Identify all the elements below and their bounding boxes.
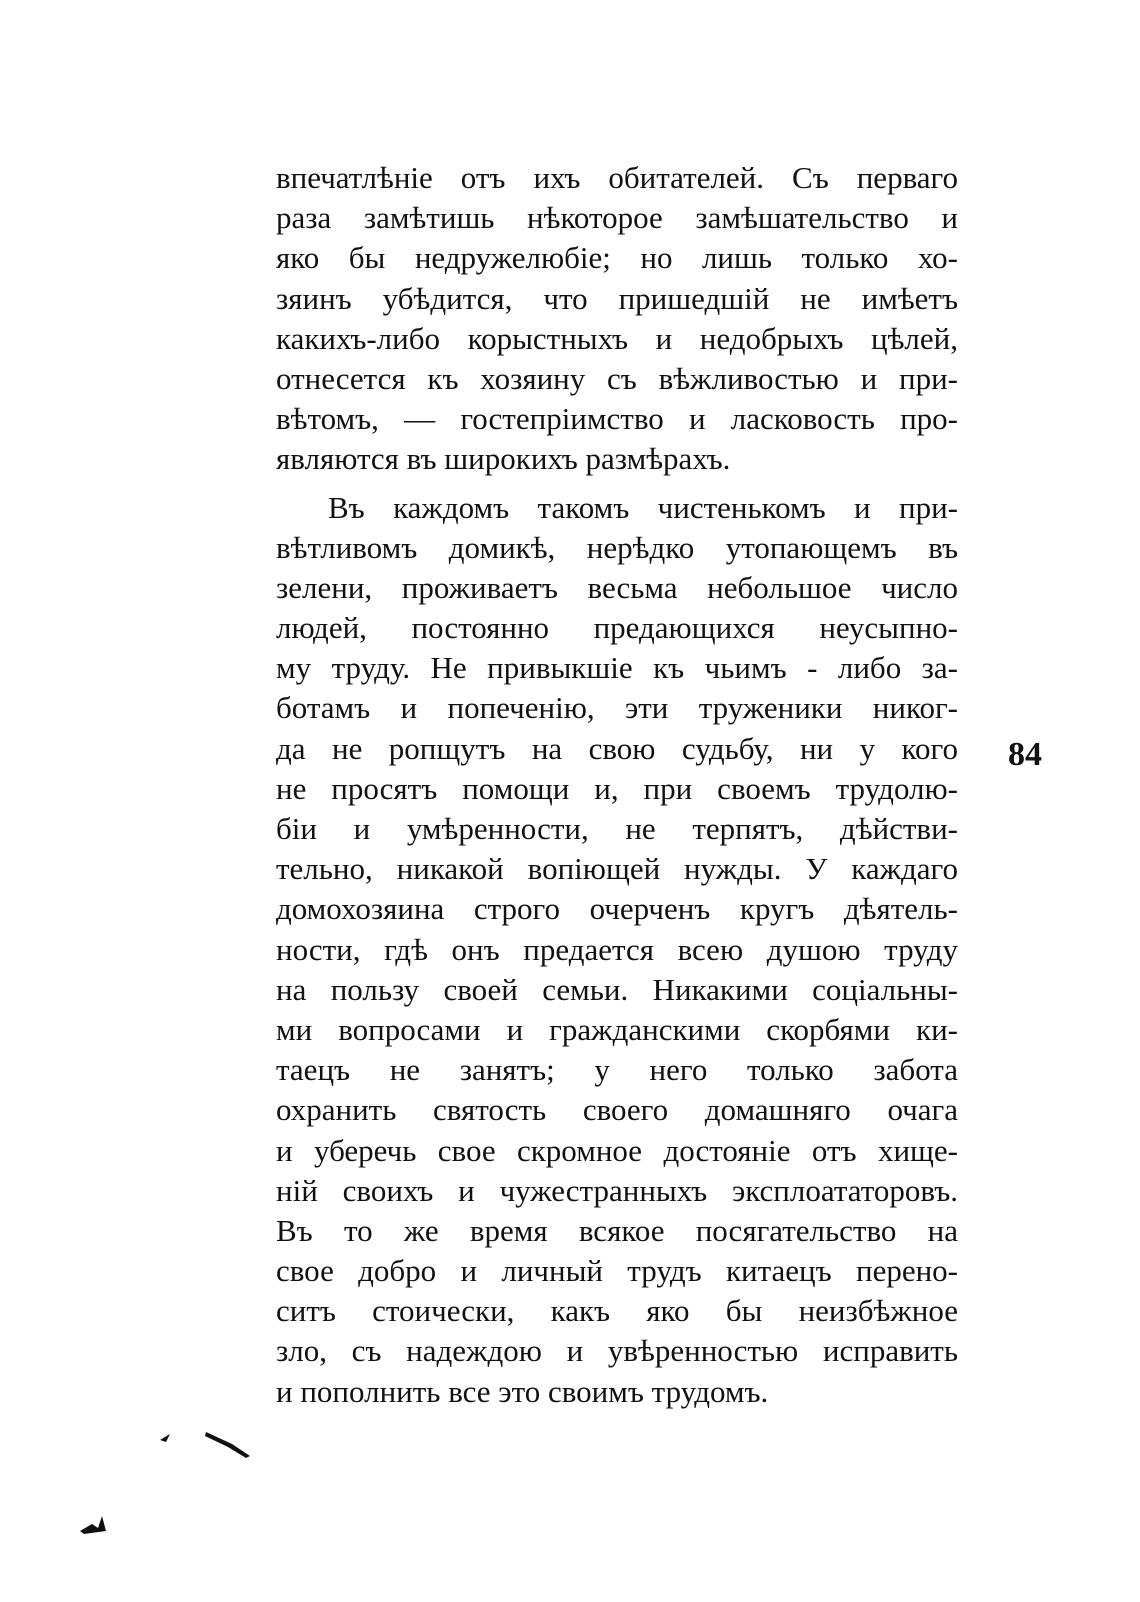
text-line: людей, постоянно предающихся неусыпно-	[276, 610, 958, 646]
text-line: ности, гдѣ онъ предается всею душою труду	[276, 931, 958, 967]
text-line: ботамъ и попеченію, эти труженики никог-	[276, 690, 958, 726]
text-line: тельно, никакой вопіющей нужды. У каждаго	[276, 851, 958, 887]
text-line: не просятъ помощи и, при своемъ трудолю-	[276, 770, 958, 806]
text-line: ми вопросами и гражданскими скорбями ки-	[276, 1011, 958, 1047]
text-line: Въ то же время всякое посягательство на	[276, 1212, 958, 1248]
text-line: ситъ стоически, какъ яко бы неизбѣжное	[276, 1293, 958, 1329]
text-line: ній своихъ и чужестранныхъ эксплоататоровъ.	[276, 1172, 958, 1208]
text-line: впечатлѣніе отъ ихъ обитателей. Съ перваго	[276, 160, 958, 195]
text-line: вѣтливомъ домикѣ, нерѣдко утопающемъ въ	[276, 529, 958, 565]
page-number: 84	[1008, 736, 1042, 773]
speck-mark	[160, 1434, 170, 1442]
text-line: яко бы недружелюбіе; но лишь только хо-	[276, 240, 958, 276]
text-line: таецъ не занятъ; у него только забота	[276, 1052, 958, 1088]
text-line: какихъ-либо корыстныхъ и недобрыхъ цѣлей,	[276, 320, 958, 356]
text-line: и уберечь свое скромное достояніе отъ хище-	[276, 1132, 958, 1168]
text-line: Въ каждомъ такомъ чистенькомъ и при-	[328, 489, 958, 525]
text-line: раза замѣтишь нѣкоторое замѣшательство и	[276, 200, 958, 236]
speck-mark	[80, 1516, 106, 1534]
text-line: домохозяина строго очерченъ кругъ дѣятель-	[276, 891, 958, 927]
text-line: вѣтомъ, — гостепріимство и ласковость про-	[276, 401, 958, 437]
text-line: зяинъ убѣдится, что пришедшій не имѣетъ	[276, 280, 958, 316]
text-line: и пополнить все это своимъ трудомъ.	[276, 1373, 769, 1409]
text-line: свое добро и личный трудъ китаецъ перено-	[276, 1253, 958, 1289]
text-line: му труду. Не привыкшіе къ чьимъ - либо за-	[276, 650, 958, 686]
text-line: біи и умѣренности, не терпятъ, дѣйстви-	[276, 811, 958, 846]
text-line: зло, съ надеждою и увѣренностью исправить	[276, 1333, 958, 1369]
text-line: охранить святость своего домашняго очага	[276, 1092, 958, 1128]
text-line: да не ропщутъ на свою судьбу, ни у кого	[276, 730, 958, 766]
text-line: на пользу своей семьи. Никакими соціальны-	[276, 971, 958, 1007]
text-line: отнесется къ хозяину съ вѣжливостью и при-	[276, 360, 958, 396]
text-line: являются въ широкихъ размѣрахъ.	[276, 441, 731, 477]
text-line: зелени, проживаетъ весьма небольшое число	[276, 569, 958, 605]
speck-mark	[205, 1432, 250, 1458]
